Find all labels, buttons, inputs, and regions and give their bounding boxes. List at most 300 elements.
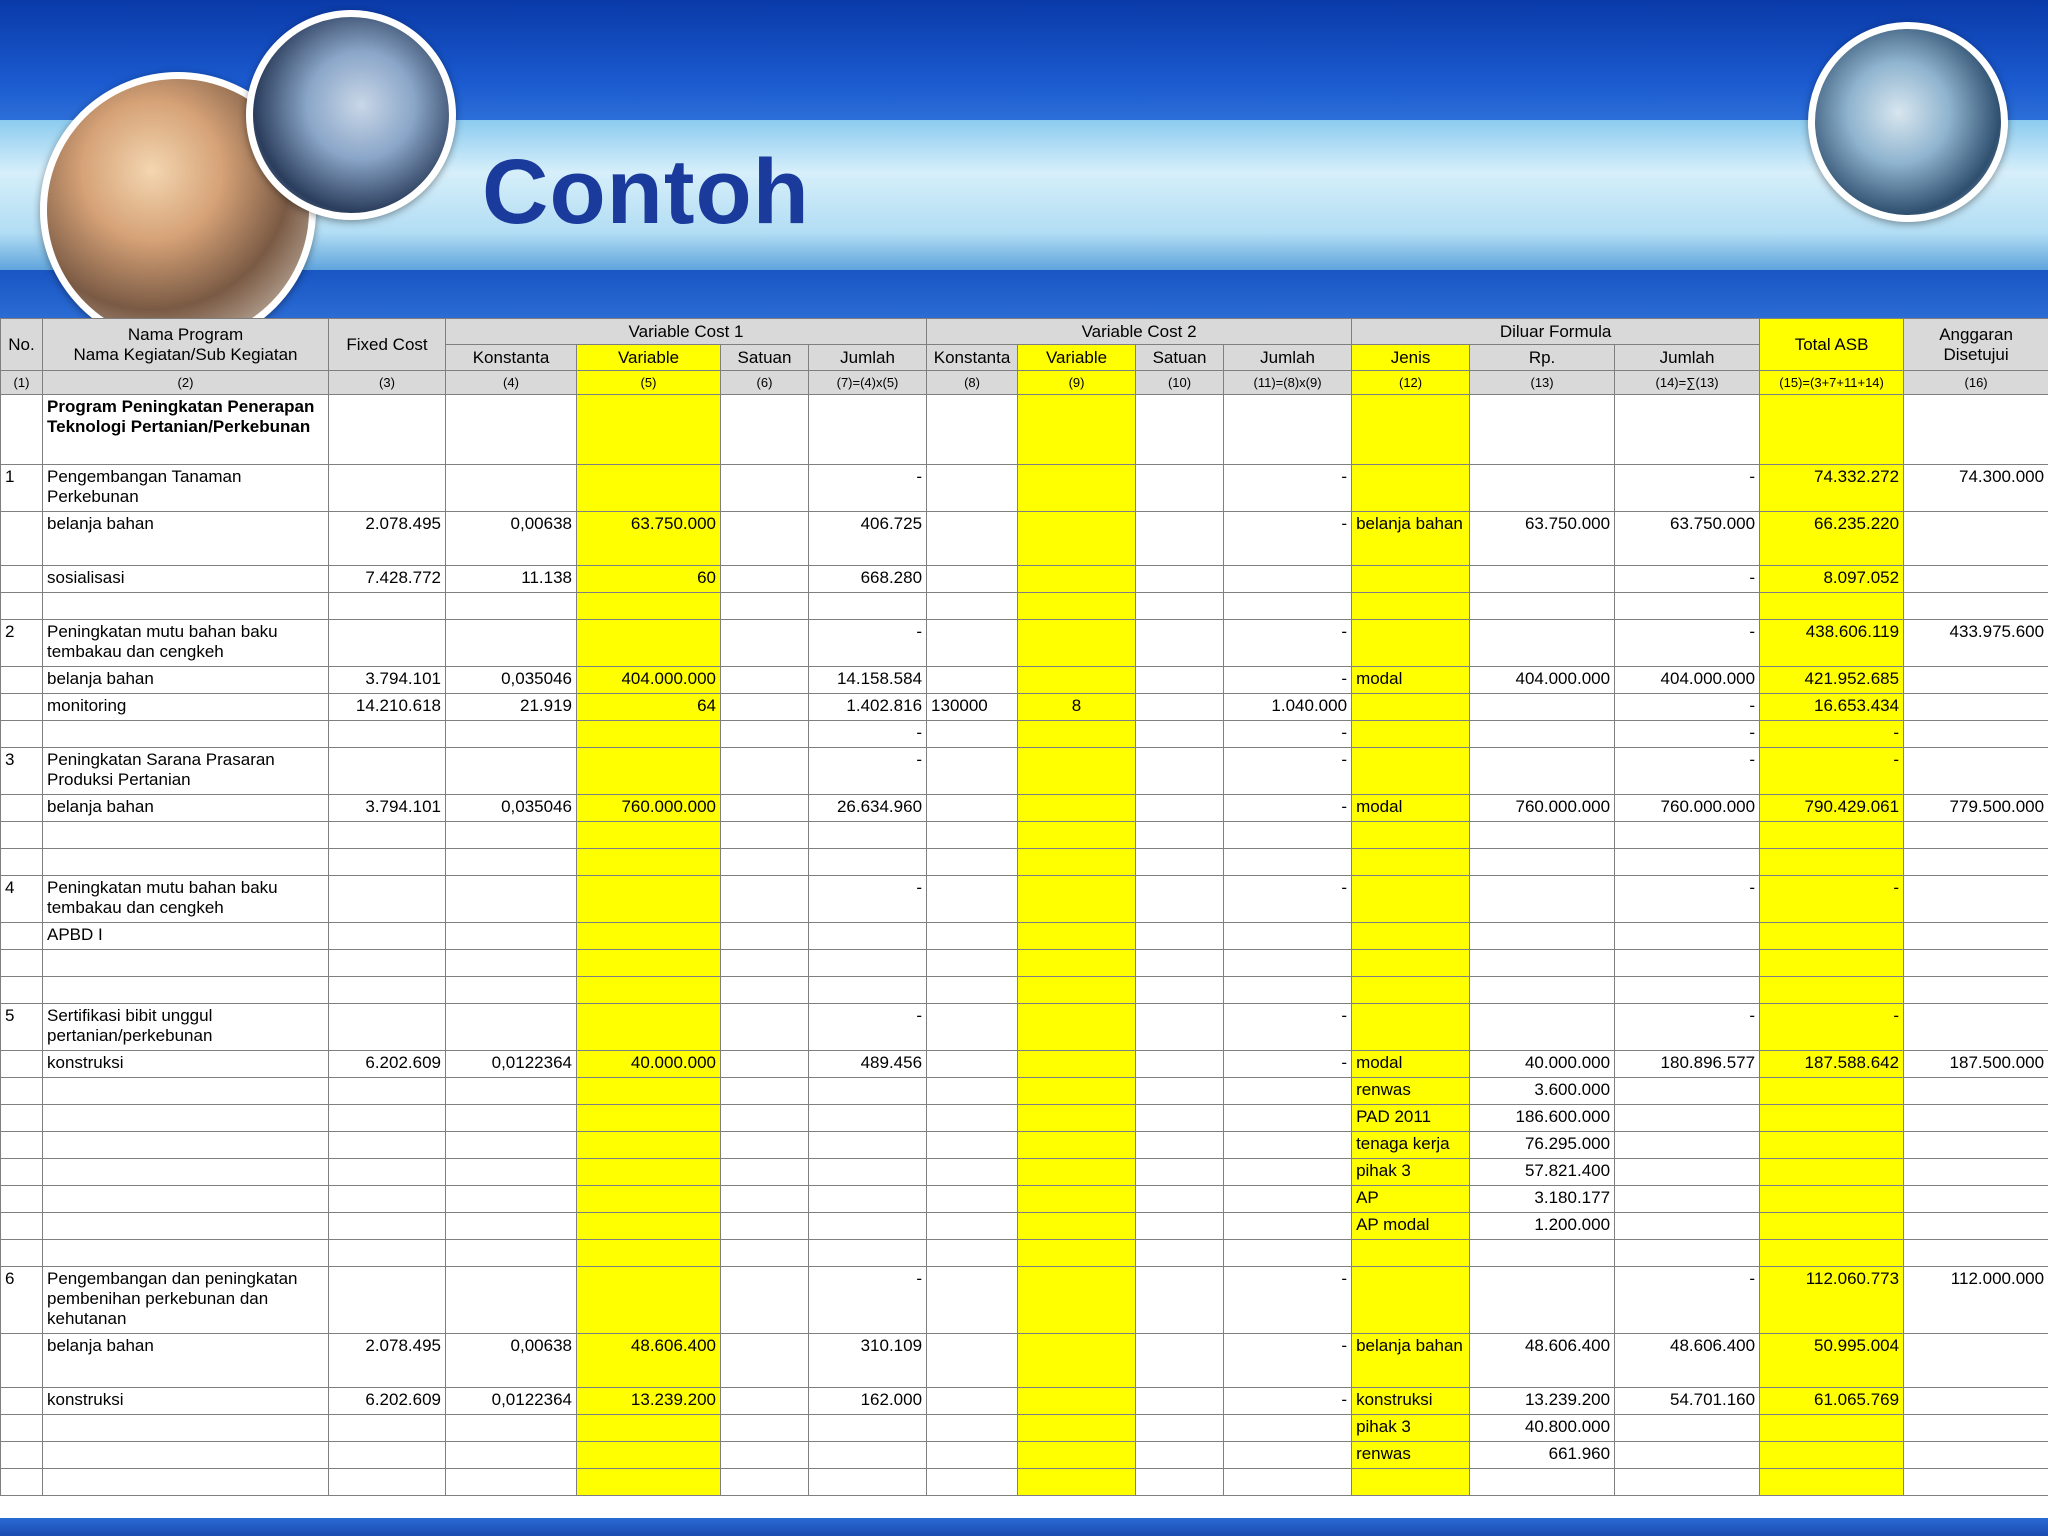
table-cell bbox=[1136, 395, 1224, 465]
table-cell bbox=[809, 1213, 927, 1240]
table-cell bbox=[1224, 822, 1352, 849]
slide-title: Contoh bbox=[482, 141, 810, 243]
table-cell bbox=[1018, 822, 1136, 849]
th-no: No. bbox=[1, 319, 43, 371]
table-cell bbox=[1018, 395, 1136, 465]
table-cell bbox=[927, 465, 1018, 512]
asb-table bbox=[0, 318, 2048, 1496]
table-cell bbox=[1136, 1105, 1224, 1132]
table-cell: 406.725 bbox=[809, 512, 927, 566]
table-cell bbox=[1904, 512, 2048, 566]
table-cell bbox=[1136, 1442, 1224, 1469]
table-cell: 14.210.618 bbox=[329, 694, 446, 721]
table-cell bbox=[927, 1240, 1018, 1267]
col-index-1: (1) bbox=[1, 371, 43, 395]
table-row bbox=[1, 748, 2048, 795]
table-row bbox=[1, 1004, 2048, 1051]
col-index-11: (11)=(8)x(9) bbox=[1224, 371, 1352, 395]
table-cell bbox=[1018, 1132, 1136, 1159]
table-cell bbox=[809, 1469, 927, 1496]
table-row bbox=[1, 1186, 2048, 1213]
table-cell: 63.750.000 bbox=[1470, 512, 1615, 566]
table-cell bbox=[1, 395, 43, 465]
table-cell bbox=[809, 950, 927, 977]
table-cell bbox=[577, 822, 721, 849]
table-cell bbox=[721, 1388, 809, 1415]
table-cell: - bbox=[1615, 566, 1760, 593]
table-cell bbox=[1018, 1078, 1136, 1105]
table-cell: PAD 2011 bbox=[1352, 1105, 1470, 1132]
table-cell bbox=[927, 1267, 1018, 1334]
table-cell bbox=[1904, 1004, 2048, 1051]
table-cell: 433.975.600 bbox=[1904, 620, 2048, 667]
table-cell: 186.600.000 bbox=[1470, 1105, 1615, 1132]
table-cell: 404.000.000 bbox=[1615, 667, 1760, 694]
table-cell bbox=[577, 1132, 721, 1159]
table-cell bbox=[1904, 1078, 2048, 1105]
table-cell bbox=[1470, 822, 1615, 849]
table-cell bbox=[1, 721, 43, 748]
th-jumlah-1: Jumlah bbox=[809, 345, 927, 371]
table-cell bbox=[1136, 876, 1224, 923]
table-cell bbox=[1352, 1267, 1470, 1334]
table-row bbox=[1, 566, 2048, 593]
table-cell: - bbox=[1760, 721, 1904, 748]
table-cell bbox=[329, 1442, 446, 1469]
th-konstanta-1: Konstanta bbox=[446, 345, 577, 371]
table-cell bbox=[1352, 620, 1470, 667]
table-cell bbox=[1136, 1267, 1224, 1334]
table-cell bbox=[1760, 395, 1904, 465]
table-cell: modal bbox=[1352, 795, 1470, 822]
table-cell bbox=[446, 876, 577, 923]
table-cell bbox=[1, 1105, 43, 1132]
table-cell bbox=[329, 465, 446, 512]
table-cell bbox=[1470, 620, 1615, 667]
table-cell: 48.606.400 bbox=[1615, 1334, 1760, 1388]
table-cell bbox=[809, 849, 927, 876]
table-cell: 779.500.000 bbox=[1904, 795, 2048, 822]
table-cell: 48.606.400 bbox=[1470, 1334, 1615, 1388]
table-cell bbox=[446, 1267, 577, 1334]
table-cell bbox=[721, 593, 809, 620]
table-cell bbox=[1904, 849, 2048, 876]
table-cell bbox=[1224, 566, 1352, 593]
table-cell bbox=[1904, 1186, 2048, 1213]
table-cell: - bbox=[1224, 795, 1352, 822]
table-cell: 0,00638 bbox=[446, 1334, 577, 1388]
table-cell bbox=[927, 748, 1018, 795]
table-cell bbox=[1136, 1334, 1224, 1388]
table-cell bbox=[577, 1004, 721, 1051]
table-cell: 112.060.773 bbox=[1760, 1267, 1904, 1334]
table-cell bbox=[1, 1051, 43, 1078]
col-index-15: (15)=(3+7+11+14) bbox=[1760, 371, 1904, 395]
table-cell: 21.919 bbox=[446, 694, 577, 721]
table-cell: 187.588.642 bbox=[1760, 1051, 1904, 1078]
col-index-14: (14)=∑(13) bbox=[1615, 371, 1760, 395]
col-index-4: (4) bbox=[446, 371, 577, 395]
table-row bbox=[1, 593, 2048, 620]
th-nama: Nama Program Nama Kegiatan/Sub Kegiatan bbox=[43, 319, 329, 371]
table-cell bbox=[577, 1105, 721, 1132]
table-row bbox=[1, 795, 2048, 822]
table-cell: - bbox=[1224, 620, 1352, 667]
table-cell bbox=[43, 593, 329, 620]
table-cell bbox=[1352, 465, 1470, 512]
table-cell bbox=[721, 1240, 809, 1267]
table-cell: - bbox=[1615, 876, 1760, 923]
table-cell bbox=[1760, 822, 1904, 849]
table-cell: 50.995.004 bbox=[1760, 1334, 1904, 1388]
table-cell bbox=[1904, 748, 2048, 795]
table-cell: 404.000.000 bbox=[1470, 667, 1615, 694]
table-cell bbox=[577, 849, 721, 876]
table-cell bbox=[1018, 465, 1136, 512]
table-cell: Program Peningkatan Penerapan Teknologi Pertanian/Perkebunan bbox=[43, 395, 329, 465]
table-cell bbox=[1, 667, 43, 694]
table-cell bbox=[927, 977, 1018, 1004]
table-cell bbox=[721, 977, 809, 1004]
table-cell: 0,0122364 bbox=[446, 1051, 577, 1078]
table-cell bbox=[1470, 849, 1615, 876]
table-cell bbox=[43, 721, 329, 748]
table-cell: 6.202.609 bbox=[329, 1388, 446, 1415]
table-cell bbox=[1224, 1415, 1352, 1442]
table-cell bbox=[1136, 1132, 1224, 1159]
table-cell bbox=[1904, 566, 2048, 593]
table-cell bbox=[1136, 566, 1224, 593]
table-cell bbox=[1224, 1132, 1352, 1159]
table-cell bbox=[1, 593, 43, 620]
table-cell bbox=[721, 667, 809, 694]
col-index-10: (10) bbox=[1136, 371, 1224, 395]
table-cell bbox=[1760, 593, 1904, 620]
table-cell: - bbox=[809, 620, 927, 667]
table-cell: 1 bbox=[1, 465, 43, 512]
table-cell bbox=[809, 822, 927, 849]
table-cell bbox=[1, 923, 43, 950]
table-cell bbox=[1224, 1105, 1352, 1132]
table-cell bbox=[1615, 1105, 1760, 1132]
table-cell: 7.428.772 bbox=[329, 566, 446, 593]
table-cell bbox=[1760, 1213, 1904, 1240]
table-cell bbox=[927, 566, 1018, 593]
table-cell: 5 bbox=[1, 1004, 43, 1051]
table-cell bbox=[1904, 667, 2048, 694]
table-cell bbox=[446, 593, 577, 620]
table-cell bbox=[1352, 1240, 1470, 1267]
table-cell bbox=[721, 876, 809, 923]
table-cell bbox=[329, 822, 446, 849]
table-cell bbox=[446, 395, 577, 465]
th-jenis: Jenis bbox=[1352, 345, 1470, 371]
table-cell bbox=[1224, 950, 1352, 977]
th-jumlah-2: Jumlah bbox=[1224, 345, 1352, 371]
table-cell bbox=[721, 1213, 809, 1240]
table-cell bbox=[43, 1186, 329, 1213]
table-row bbox=[1, 1051, 2048, 1078]
table-cell bbox=[927, 876, 1018, 923]
table-cell: - bbox=[1615, 1004, 1760, 1051]
table-cell bbox=[927, 1051, 1018, 1078]
table-cell: 63.750.000 bbox=[577, 512, 721, 566]
table-cell bbox=[1018, 849, 1136, 876]
table-cell: AP bbox=[1352, 1186, 1470, 1213]
table-cell bbox=[1, 849, 43, 876]
table-cell: modal bbox=[1352, 667, 1470, 694]
table-cell bbox=[1224, 1213, 1352, 1240]
table-cell: 48.606.400 bbox=[577, 1334, 721, 1388]
table-cell bbox=[1615, 1415, 1760, 1442]
table-cell: belanja bahan bbox=[1352, 512, 1470, 566]
table-cell: - bbox=[1224, 748, 1352, 795]
table-cell: Pengembangan Tanaman Perkebunan bbox=[43, 465, 329, 512]
table-cell bbox=[721, 1051, 809, 1078]
table-cell: Pengembangan dan peningkatan pembenihan perkebunan dan kehutanan bbox=[43, 1267, 329, 1334]
table-cell bbox=[1904, 1240, 2048, 1267]
table-cell: 13.239.200 bbox=[1470, 1388, 1615, 1415]
th-jumlah-3: Jumlah bbox=[1615, 345, 1760, 371]
table-cell: - bbox=[1224, 1388, 1352, 1415]
table-cell bbox=[1904, 1388, 2048, 1415]
table-cell bbox=[577, 923, 721, 950]
table-cell bbox=[1352, 748, 1470, 795]
table-cell bbox=[1018, 1442, 1136, 1469]
table-cell bbox=[1615, 1132, 1760, 1159]
col-index-12: (12) bbox=[1352, 371, 1470, 395]
slide-footer bbox=[0, 1518, 2048, 1536]
table-cell: 74.332.272 bbox=[1760, 465, 1904, 512]
table-cell bbox=[1352, 849, 1470, 876]
table-cell bbox=[1224, 1240, 1352, 1267]
table-cell bbox=[721, 1159, 809, 1186]
table-cell bbox=[1, 1240, 43, 1267]
table-cell bbox=[43, 1159, 329, 1186]
table-cell bbox=[927, 1132, 1018, 1159]
table-cell bbox=[1136, 465, 1224, 512]
table-row bbox=[1, 1469, 2048, 1496]
table-cell bbox=[1352, 977, 1470, 1004]
table-cell bbox=[1136, 721, 1224, 748]
table-cell bbox=[446, 849, 577, 876]
table-cell bbox=[927, 667, 1018, 694]
table-cell bbox=[1018, 1334, 1136, 1388]
table-cell bbox=[809, 1132, 927, 1159]
table-cell: pihak 3 bbox=[1352, 1159, 1470, 1186]
table-cell bbox=[329, 923, 446, 950]
table-cell bbox=[446, 923, 577, 950]
table-cell bbox=[1760, 1240, 1904, 1267]
table-cell bbox=[721, 465, 809, 512]
table-cell bbox=[1470, 1004, 1615, 1051]
table-cell bbox=[329, 721, 446, 748]
table-cell: 14.158.584 bbox=[809, 667, 927, 694]
table-cell bbox=[329, 748, 446, 795]
table-row bbox=[1, 1105, 2048, 1132]
table-cell: - bbox=[1615, 1267, 1760, 1334]
table-cell: - bbox=[809, 1004, 927, 1051]
table-row bbox=[1, 1334, 2048, 1388]
table-cell bbox=[809, 977, 927, 1004]
table-cell bbox=[1018, 721, 1136, 748]
table-cell: 790.429.061 bbox=[1760, 795, 1904, 822]
table-cell bbox=[927, 950, 1018, 977]
table-cell bbox=[43, 977, 329, 1004]
table-cell bbox=[809, 1186, 927, 1213]
table-cell bbox=[1018, 923, 1136, 950]
th-konstanta-2: Konstanta bbox=[927, 345, 1018, 371]
table-cell: 8 bbox=[1018, 694, 1136, 721]
table-cell bbox=[1, 512, 43, 566]
table-cell bbox=[577, 876, 721, 923]
table-cell: - bbox=[809, 1267, 927, 1334]
column-index-row bbox=[1, 371, 2048, 395]
table-cell bbox=[927, 795, 1018, 822]
table-cell: 438.606.119 bbox=[1760, 620, 1904, 667]
table-cell bbox=[1904, 1159, 2048, 1186]
table-cell bbox=[43, 1442, 329, 1469]
table-cell bbox=[1018, 1213, 1136, 1240]
table-cell bbox=[721, 1132, 809, 1159]
table-cell bbox=[1615, 395, 1760, 465]
table-cell: 661.960 bbox=[1470, 1442, 1615, 1469]
table-cell bbox=[1760, 1078, 1904, 1105]
table-cell: - bbox=[809, 748, 927, 795]
table-cell bbox=[721, 1105, 809, 1132]
table-cell bbox=[1760, 1469, 1904, 1496]
col-index-6: (6) bbox=[721, 371, 809, 395]
table-cell bbox=[721, 950, 809, 977]
col-index-13: (13) bbox=[1470, 371, 1615, 395]
table-cell bbox=[1760, 1159, 1904, 1186]
table-cell bbox=[43, 1132, 329, 1159]
table-cell: - bbox=[1224, 512, 1352, 566]
table-cell bbox=[446, 1004, 577, 1051]
table-cell bbox=[809, 1105, 927, 1132]
table-cell bbox=[1136, 1051, 1224, 1078]
table-cell: 421.952.685 bbox=[1760, 667, 1904, 694]
table-cell bbox=[1470, 395, 1615, 465]
table-row bbox=[1, 512, 2048, 566]
table-cell bbox=[1, 1334, 43, 1388]
table-cell bbox=[927, 1004, 1018, 1051]
table-cell bbox=[577, 1213, 721, 1240]
table-cell bbox=[577, 1415, 721, 1442]
table-cell bbox=[1760, 1105, 1904, 1132]
table-cell bbox=[1615, 1469, 1760, 1496]
table-cell bbox=[1904, 977, 2048, 1004]
table-cell bbox=[1224, 1442, 1352, 1469]
table-cell bbox=[1904, 395, 2048, 465]
table-cell bbox=[43, 1105, 329, 1132]
table-cell bbox=[927, 1159, 1018, 1186]
table-cell: 6.202.609 bbox=[329, 1051, 446, 1078]
table-row bbox=[1, 694, 2048, 721]
table-cell bbox=[927, 849, 1018, 876]
table-cell bbox=[577, 748, 721, 795]
table-cell bbox=[329, 1240, 446, 1267]
table-cell bbox=[1018, 950, 1136, 977]
table-cell: renwas bbox=[1352, 1442, 1470, 1469]
table-cell: - bbox=[1224, 465, 1352, 512]
table-cell bbox=[1352, 694, 1470, 721]
table-cell: 61.065.769 bbox=[1760, 1388, 1904, 1415]
table-row bbox=[1, 822, 2048, 849]
table-cell bbox=[329, 950, 446, 977]
table-cell: - bbox=[1760, 1004, 1904, 1051]
table-cell: belanja bahan bbox=[43, 667, 329, 694]
table-cell: 489.456 bbox=[809, 1051, 927, 1078]
table-cell: belanja bahan bbox=[43, 512, 329, 566]
table-cell bbox=[329, 1267, 446, 1334]
th-satuan-1: Satuan bbox=[721, 345, 809, 371]
table-cell: monitoring bbox=[43, 694, 329, 721]
table-row bbox=[1, 667, 2048, 694]
table-row bbox=[1, 1213, 2048, 1240]
table-cell bbox=[1470, 566, 1615, 593]
table-cell: konstruksi bbox=[1352, 1388, 1470, 1415]
table-cell: 760.000.000 bbox=[577, 795, 721, 822]
table-cell bbox=[1224, 1186, 1352, 1213]
table-cell: 54.701.160 bbox=[1615, 1388, 1760, 1415]
table-cell bbox=[721, 748, 809, 795]
table-cell: 0,00638 bbox=[446, 512, 577, 566]
table-cell: 310.109 bbox=[809, 1334, 927, 1388]
table-cell bbox=[927, 395, 1018, 465]
table-cell: Peningkatan mutu bahan baku tembakau dan cengkeh bbox=[43, 620, 329, 667]
table-cell bbox=[1904, 950, 2048, 977]
table-cell bbox=[43, 1213, 329, 1240]
table-cell: konstruksi bbox=[43, 1051, 329, 1078]
table-cell bbox=[329, 1004, 446, 1051]
table-cell bbox=[1, 694, 43, 721]
table-cell bbox=[1136, 593, 1224, 620]
table-cell bbox=[1018, 795, 1136, 822]
table-cell bbox=[1904, 876, 2048, 923]
th-satuan-2: Satuan bbox=[1136, 345, 1224, 371]
table-cell bbox=[329, 876, 446, 923]
table-cell: 2.078.495 bbox=[329, 1334, 446, 1388]
table-cell: 404.000.000 bbox=[577, 667, 721, 694]
table-cell: belanja bahan bbox=[43, 1334, 329, 1388]
table-cell bbox=[1760, 923, 1904, 950]
table-cell bbox=[1018, 1186, 1136, 1213]
table-cell bbox=[577, 1469, 721, 1496]
table-cell: 187.500.000 bbox=[1904, 1051, 2048, 1078]
table-cell bbox=[927, 593, 1018, 620]
table-cell: sosialisasi bbox=[43, 566, 329, 593]
table-cell bbox=[577, 1267, 721, 1334]
table-cell: 63.750.000 bbox=[1615, 512, 1760, 566]
table-row bbox=[1, 721, 2048, 748]
table-cell: - bbox=[1224, 1334, 1352, 1388]
table-cell bbox=[721, 694, 809, 721]
table-cell bbox=[927, 1415, 1018, 1442]
table-cell bbox=[43, 950, 329, 977]
table-cell bbox=[1018, 876, 1136, 923]
table-cell bbox=[446, 1213, 577, 1240]
table-cell bbox=[1904, 923, 2048, 950]
table-cell bbox=[721, 822, 809, 849]
table-cell bbox=[446, 1159, 577, 1186]
table-cell bbox=[43, 1469, 329, 1496]
table-cell bbox=[1018, 620, 1136, 667]
table-cell: - bbox=[1615, 748, 1760, 795]
table-cell bbox=[577, 1240, 721, 1267]
table-cell bbox=[1615, 1442, 1760, 1469]
table-cell bbox=[329, 593, 446, 620]
